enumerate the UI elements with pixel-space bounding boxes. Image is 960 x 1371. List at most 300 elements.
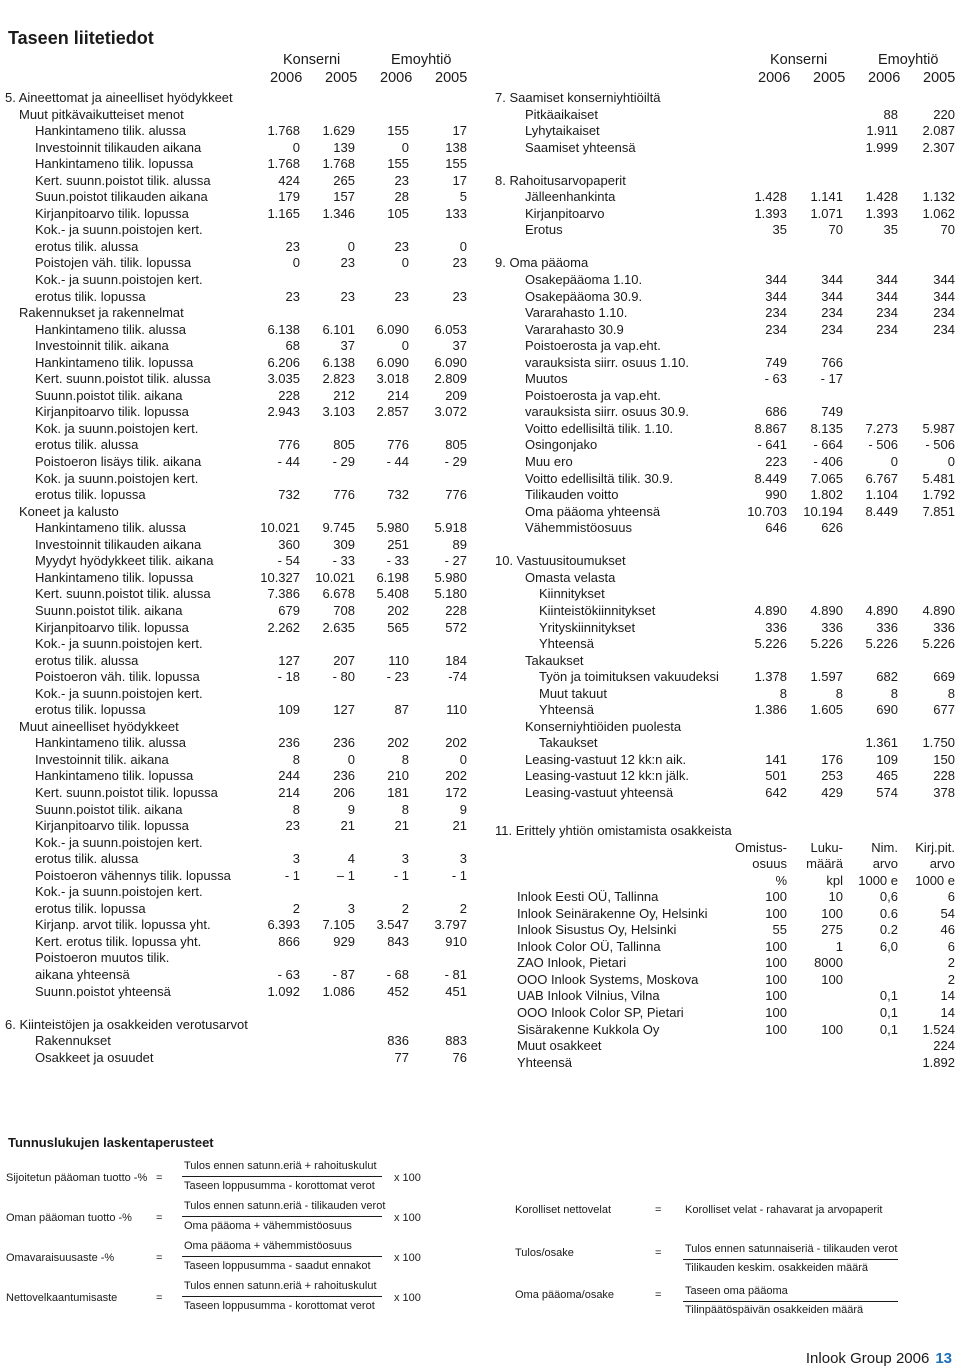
fraction-bar [182,1296,382,1297]
table-row [495,785,960,802]
row-value: 23 [340,255,355,271]
table-row [495,939,960,956]
row-value: 6.090 [434,354,467,370]
table-row [495,636,960,653]
row-value: 866 [278,933,300,949]
row-value: 234 [765,305,787,321]
table-row [495,206,960,223]
row-value: 236 [278,735,300,751]
row-value: – 1 [336,867,355,883]
row-value: 8.449 [754,470,787,486]
row-label: Suunn.poistot yhteensä [35,983,171,999]
table-row [5,289,475,306]
table-row [495,471,960,488]
equals-sign: = [655,1247,662,1259]
company-name: OOO Inlook Systems, Moskova [517,971,699,987]
table-row [495,922,960,939]
table-row [5,669,475,686]
row-value: 202 [387,602,409,618]
year-header: 2006 [270,70,303,86]
table-row [5,768,475,785]
formula-label: Sijoitetun pääoman tuotto -% [6,1172,148,1184]
table-row [495,520,960,537]
row-value: 344 [821,272,843,288]
row-value: 7.065 [810,470,843,486]
row-value: 17 [452,123,467,139]
right-column-header [495,50,960,90]
row-value: 234 [765,321,787,337]
row-value: 8000 [814,955,843,971]
row-value: - 44 [386,454,409,470]
row-label: erotus tilik. lopussa [35,702,146,718]
row-value: - 68 [386,966,409,982]
row-value: 223 [765,454,787,470]
row-value: 100 [765,988,787,1004]
row-value: 990 [765,487,787,503]
row-value: 234 [876,305,898,321]
table-row [495,768,960,785]
section-heading-row [5,1017,475,1034]
row-label: Kok.- ja suunn.poistojen kert. [35,222,203,238]
row-value: 3.018 [376,371,409,387]
row-value: 100 [821,905,843,921]
row-label: Muu ero [525,454,573,470]
company-name: Inlook Sisustus Oy, Helsinki [517,922,677,938]
row-value: 1.597 [810,669,843,685]
formula-label: Tulos/osake [515,1247,574,1259]
row-value: 23 [452,255,467,271]
row-value: 336 [876,619,898,635]
row-label: Takaukset [539,735,598,751]
year-header: 2005 [435,70,468,86]
table-row [495,404,960,421]
table-row [5,107,475,124]
table-row [5,934,475,951]
row-value: 344 [821,288,843,304]
row-value: 100 [765,1005,787,1021]
row-label: Kert. suunn.poistot tilik. lopussa [35,784,218,800]
row-value: 228 [933,768,955,784]
row-label: Kok. ja suunn.poistojen kert. [35,470,199,486]
row-value: 8.135 [810,420,843,436]
row-value: 344 [933,288,955,304]
row-value: - 27 [444,553,467,569]
row-value: 138 [445,139,467,155]
row-value: 0 [347,238,355,254]
row-label: Investoinnit tilikauden aikana [35,536,202,552]
row-value: 0 [401,139,409,155]
column-header: kpl [826,872,843,888]
row-label: Takaukset [525,652,584,668]
row-value: 181 [387,784,409,800]
row-value: 3 [292,851,300,867]
row-label: 6. Kiinteistöjen ja osakkeiden verotusarvot [5,1016,248,1032]
year-header: 2005 [923,70,956,86]
row-value: - 33 [332,553,355,569]
row-label: Oma pääoma yhteensä [525,503,661,519]
row-label: Tilikauden voitto [525,487,619,503]
row-value: 105 [387,205,409,221]
row-label: Kok.- ja suunn.poistojen kert. [35,834,203,850]
table-row [5,818,475,835]
row-value: 5.980 [434,569,467,585]
row-value: - 641 [757,437,787,453]
row-value: 1.361 [865,735,898,751]
row-label: Pitkäaikaiset [525,106,598,122]
row-value: 100 [765,955,787,971]
row-value: - 29 [332,454,355,470]
row-value: 1.346 [322,205,355,221]
row-value: 574 [876,784,898,800]
row-label: Yhteensä [539,702,594,718]
row-label: Yrityskiinnitykset [539,619,636,635]
row-value: 1.165 [267,205,300,221]
table-row [495,222,960,239]
row-value: 7.105 [322,917,355,933]
row-value: 690 [876,702,898,718]
row-value: 9.745 [322,520,355,536]
row-value: 0,1 [879,988,898,1004]
table-row [495,1005,960,1022]
formula-denominator: Taseen loppusumma - saadut ennakot [184,1260,371,1272]
left-column-header [5,50,475,90]
row-value: 572 [445,619,467,635]
section-heading-row [495,90,960,107]
equals-sign: = [156,1172,163,1184]
row-value: 275 [821,922,843,938]
row-value: 23 [340,288,355,304]
row-value: 179 [278,189,300,205]
row-value: 336 [765,619,787,635]
row-value: - 44 [277,454,300,470]
table-row [495,487,960,504]
row-label: Kok. ja suunn.poistojen kert. [35,420,199,436]
row-value: 8 [292,751,300,767]
row-value: 214 [387,387,409,403]
formula-numerator: Tulos ennen satunn.eriä + rahoituskulut [184,1280,377,1292]
table-row [495,322,960,339]
table-row [5,917,475,934]
row-value: 10 [828,889,843,905]
section-heading-row [5,90,475,107]
row-label: Investoinnit tilik. aikana [35,751,169,767]
row-value: 0 [459,751,467,767]
fraction-bar [182,1256,382,1257]
equals-sign: = [156,1292,163,1304]
row-label: Kirjanpitoarvo tilik. lopussa [35,404,189,420]
row-value: - 87 [332,966,355,982]
column-header-row [495,840,960,857]
row-value: 0,1 [879,1021,898,1037]
row-value: 1.605 [810,702,843,718]
emoyhtio-header: Emoyhtiö [878,52,939,68]
row-value: - 506 [925,437,955,453]
row-value: 23 [452,288,467,304]
row-label: erotus tilik. alussa [35,851,139,867]
row-value: 68 [285,338,300,354]
row-value: 424 [278,172,300,188]
row-value: 9 [459,801,467,817]
row-label: Yhteensä [539,636,594,652]
row-value: 843 [387,933,409,949]
row-label: Vararahasto 1.10. [525,305,628,321]
formula-numerator: Korolliset velat - rahavarat ja arvopaperit [685,1204,883,1216]
table-row [5,123,475,140]
row-value: 929 [333,933,355,949]
row-label: Poistoeron vähennys tilik. lopussa [35,867,231,883]
row-value: 2.943 [267,404,300,420]
table-row [5,868,475,885]
table-row [495,620,960,637]
row-value: 776 [278,437,300,453]
row-label: Hankintameno tilik. lopussa [35,354,194,370]
year-header: 2005 [325,70,358,86]
row-value: 642 [765,784,787,800]
spacer-row [495,239,960,256]
row-value: 214 [278,784,300,800]
table-row [5,984,475,1001]
table-row [495,603,960,620]
row-label: Muut takuut [539,685,607,701]
row-value: 626 [821,520,843,536]
konserni-header: Konserni [770,52,828,68]
row-value: 5.226 [922,636,955,652]
row-label: Omasta velasta [525,569,616,585]
row-value: 228 [445,602,467,618]
row-value: 23 [285,818,300,834]
row-label: erotus tilik. lopussa [35,487,146,503]
table-row [5,620,475,637]
row-label: Kiinteistökiinnitykset [539,602,656,618]
row-label: Kirjanp. arvot tilik. lopussa yht. [35,917,211,933]
table-row [5,901,475,918]
row-value: 139 [333,139,355,155]
table-row [495,702,960,719]
row-value: 378 [933,784,955,800]
row-value: 76 [452,1049,467,1065]
row-value: 8 [779,685,787,701]
formula [515,1285,955,1325]
row-value: 6.138 [267,321,300,337]
row-label: Hankintameno tilik. alussa [35,321,187,337]
table-row [5,421,475,438]
column-header-row [495,873,960,890]
row-value: 1.768 [267,123,300,139]
formula-denominator: Oma pääoma + vähemmistöosuus [184,1220,352,1232]
section-heading: 11. Erittely yhtiön omistamista osakkeista [495,823,732,838]
row-value: 157 [333,189,355,205]
table-row [5,586,475,603]
column-header: arvo [872,856,898,872]
row-value: 110 [446,702,467,718]
table-row [495,1055,960,1072]
row-label: Muut aineelliset hyödykkeet [19,718,179,734]
row-value: 202 [445,735,467,751]
table-row [5,553,475,570]
row-value: 1.132 [922,189,955,205]
row-label: Suunn.poistot tilik. aikana [35,602,183,618]
row-label: varauksista siirr. osuus 30.9. [525,404,690,420]
row-value: 100 [765,889,787,905]
table-row [5,686,475,703]
row-value: 23 [394,172,409,188]
row-value: 1.892 [922,1054,955,1070]
table-row [5,636,475,653]
formula-denominator: Tilinpäätöspäivän osakkeiden määrä [685,1304,864,1316]
row-value: 5.987 [922,420,955,436]
table-row [5,802,475,819]
row-value: 5.408 [376,586,409,602]
table-row [5,239,475,256]
table-row [5,404,475,421]
section-heading-row [495,173,960,190]
table-row [5,967,475,984]
table-row [495,454,960,471]
row-value: 176 [821,751,843,767]
row-value: 3.547 [376,917,409,933]
table-row [495,570,960,587]
row-label: Kok.- ja suunn.poistojen kert. [35,884,203,900]
table-row [495,107,960,124]
row-value: 5.980 [376,520,409,536]
row-value: 35 [772,222,787,238]
row-value: 109 [278,702,300,718]
row-value: 23 [285,288,300,304]
row-value: 14 [940,988,955,1004]
table-row [5,255,475,272]
row-value: 6.767 [865,470,898,486]
table-row [5,206,475,223]
row-value: 4.890 [754,602,787,618]
row-value: 836 [387,1033,409,1049]
row-value: 682 [876,669,898,685]
column-header: Omistus- [735,839,787,855]
row-value: 23 [285,238,300,254]
table-row [495,955,960,972]
row-value: 6.393 [267,917,300,933]
row-value: 5.481 [922,470,955,486]
row-label: erotus tilik. lopussa [35,900,146,916]
row-value: 10.021 [260,520,300,536]
row-label: Kert. erotus tilik. lopussa yht. [35,933,202,949]
company-name: UAB Inlook Vilnius, Vilna [517,988,660,1004]
row-value: 1.086 [322,983,355,999]
row-value: 732 [387,487,409,503]
table-row [495,355,960,372]
row-value: 224 [933,1038,955,1054]
row-value: 465 [876,768,898,784]
row-value: 0 [292,255,300,271]
table-row [495,504,960,521]
row-value: 28 [394,189,409,205]
row-label: erotus tilik. alussa [35,437,139,453]
row-label: aikana yhteensä [35,966,130,982]
table-row [495,338,960,355]
row-value: - 23 [386,669,409,685]
company-name: OOO Inlook Color SP, Pietari [517,1005,684,1021]
row-value: 35 [883,222,898,238]
row-value: 1.911 [866,123,898,139]
row-label: Suunn.poistot tilik. aikana [35,387,183,403]
table-row [5,272,475,289]
table-row [5,702,475,719]
table-row [495,371,960,388]
row-value: - 18 [277,669,300,685]
row-value: 4.890 [810,602,843,618]
row-value: 1.378 [754,669,787,685]
equals-sign: = [156,1212,163,1224]
row-value: 10.327 [260,569,300,585]
row-label: Voitto edellisiltä tilik. 1.10. [525,420,674,436]
row-value: 1.750 [922,735,955,751]
row-label: Rakennukset [35,1033,111,1049]
row-label: Poistoeron väh. tilik. lopussa [35,669,200,685]
row-value: 5.180 [434,586,467,602]
formula-label: Nettovelkaantumisaste [6,1292,118,1304]
row-label: Leasing-vastuut yhteensä [525,784,674,800]
row-value: 37 [452,338,467,354]
row-label: Kirjanpitoarvo tilik. lopussa [35,619,189,635]
row-value: 9 [347,801,355,817]
row-label: Hankintameno tilik. alussa [35,520,187,536]
row-value: - 80 [332,669,355,685]
row-label: Vähemmistöosuus [525,520,632,536]
row-value: 220 [933,106,955,122]
row-value: 10.703 [747,503,787,519]
row-value: 100 [821,971,843,987]
row-label: Investoinnit tilik. aikana [35,338,169,354]
table-row [5,950,475,967]
row-value: - 664 [813,437,843,453]
formula [515,1243,955,1283]
table-row [5,520,475,537]
row-value: 336 [821,619,843,635]
row-label: Hankintameno tilik. lopussa [35,156,194,172]
row-value: 6.053 [434,321,467,337]
row-value: 100 [765,938,787,954]
row-value: 2.635 [322,619,355,635]
row-value: 309 [333,536,355,552]
formula-numerator: Tulos ennen satunnaiseriä - tilikauden verot [685,1243,898,1255]
row-value: 253 [821,768,843,784]
row-label: Saamiset yhteensä [525,139,636,155]
row-value: 2.307 [922,139,955,155]
page-number: 13 [935,1350,952,1367]
fraction-bar [182,1216,382,1217]
row-value: 1.092 [267,983,300,999]
row-label: Suun.poistot tilikauden aikana [35,189,208,205]
row-value: 6,0 [879,938,898,954]
row-value: 646 [765,520,787,536]
table-row [495,889,960,906]
table-row [5,371,475,388]
row-value: 244 [278,768,300,784]
row-value: 1.999 [865,139,898,155]
row-value: 87 [394,702,409,718]
row-value: 206 [333,784,355,800]
row-value: 3 [401,851,409,867]
row-value: 207 [333,652,355,668]
equals-sign: = [156,1252,163,1264]
row-value: 2.809 [434,371,467,387]
row-value: 1.062 [922,205,955,221]
row-value: 1.428 [865,189,898,205]
row-value: 155 [445,156,467,172]
row-label: Lyhytaikaiset [525,123,600,139]
column-header: Kirj.pit. [915,839,955,855]
company-name: Muut osakkeet [517,1038,602,1054]
table-row [495,988,960,1005]
